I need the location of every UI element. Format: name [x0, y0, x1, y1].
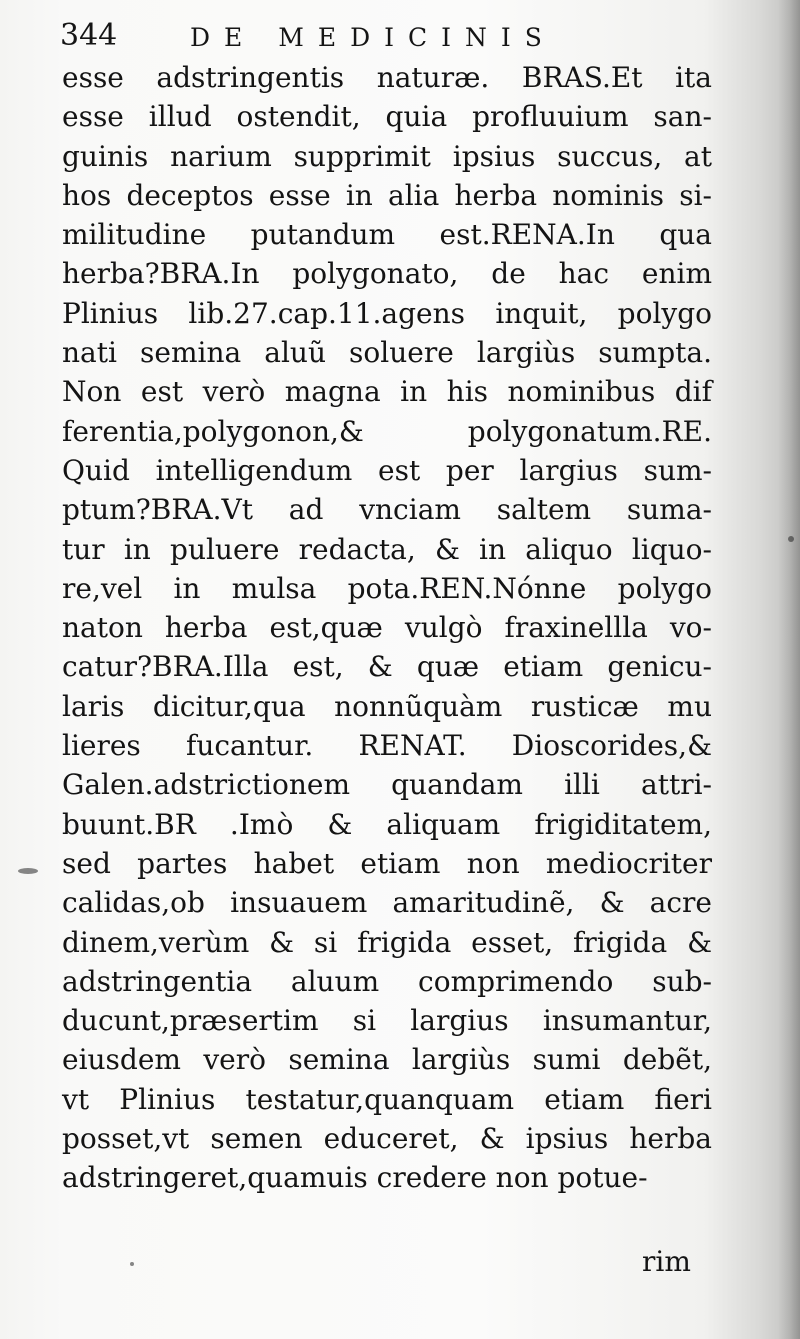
- text-line: lieres fucantur. RENAT. Dioscorides,&: [62, 729, 712, 763]
- text-line: dinem,verùm & si frigida esset, frigida &: [62, 925, 712, 959]
- text-line: esse illud ostendit, quia profluuium san-: [62, 100, 712, 134]
- text-line: ptum?BRA.Vt ad vnciam saltem suma-: [62, 493, 712, 527]
- text-line: nati semina aluũ soluere largiùs sumpta.: [62, 336, 712, 370]
- running-head: DE MEDICINIS: [190, 23, 556, 52]
- text-line: Galen.adstrictionem quandam illi attri-: [62, 768, 712, 802]
- text-line: Quid intelligendum est per largius sum-: [62, 453, 712, 487]
- page-number: 344: [60, 18, 118, 53]
- text-line: vt Plinius testatur,quanquam etiam fieri: [62, 1082, 712, 1116]
- ink-smudge: [130, 1262, 134, 1266]
- text-line: sed partes habet etiam non mediocriter: [62, 846, 712, 880]
- text-line: eiusdem verò semina largiùs sumi debẽt,: [62, 1043, 712, 1077]
- text-line: ducunt,præsertim si largius insumantur,: [62, 1004, 712, 1038]
- text-line: Plinius lib.27.cap.11.agens inquit, polygo: [62, 296, 712, 330]
- text-line: buunt.BR .Imò & aliquam frigiditatem,: [62, 807, 712, 841]
- text-line: adstringeret,quamuis credere non potue-: [62, 1161, 648, 1195]
- text-line: herba?BRA.In polygonato, de hac enim: [62, 257, 712, 291]
- text-line: hos deceptos esse in alia herba nominis si-: [62, 178, 712, 212]
- page-header: [60, 18, 620, 58]
- text-line: Non est verò magna in his nominibus dif: [62, 375, 712, 409]
- page-edge-shadow: [778, 0, 800, 1339]
- text-line: tur in puluere redacta, & in aliquo liquo-: [62, 532, 712, 566]
- text-line: catur?BRA.Illa est, & quæ etiam genicu-: [62, 650, 712, 684]
- text-line: calidas,ob insuauem amaritudinẽ, & acre: [62, 886, 712, 920]
- text-line: militudine putandum est.RENA.In qua: [62, 218, 712, 252]
- text-line: laris dicitur,qua nonnũquàm rusticæ mu: [62, 689, 712, 723]
- ink-smudge: [18, 868, 38, 874]
- catchword: rim: [642, 1245, 691, 1278]
- body-text: [62, 58, 712, 1198]
- text-line: naton herba est,quæ vulgò fraxinellla vo-: [62, 611, 712, 645]
- text-line: adstringentia aluum comprimendo sub-: [62, 964, 712, 998]
- text-line: posset,vt semen educeret, & ipsius herba: [62, 1122, 712, 1156]
- text-line: esse adstringentis naturæ. BRAS.Et ita: [62, 61, 712, 94]
- text-line: ferentia,polygonon,& polygonatum.RE.: [62, 414, 712, 448]
- text-line: re,vel in mulsa pota.REN.Nónne polygo: [62, 571, 712, 605]
- text-line: guinis narium supprimit ipsius succus, at: [62, 139, 712, 173]
